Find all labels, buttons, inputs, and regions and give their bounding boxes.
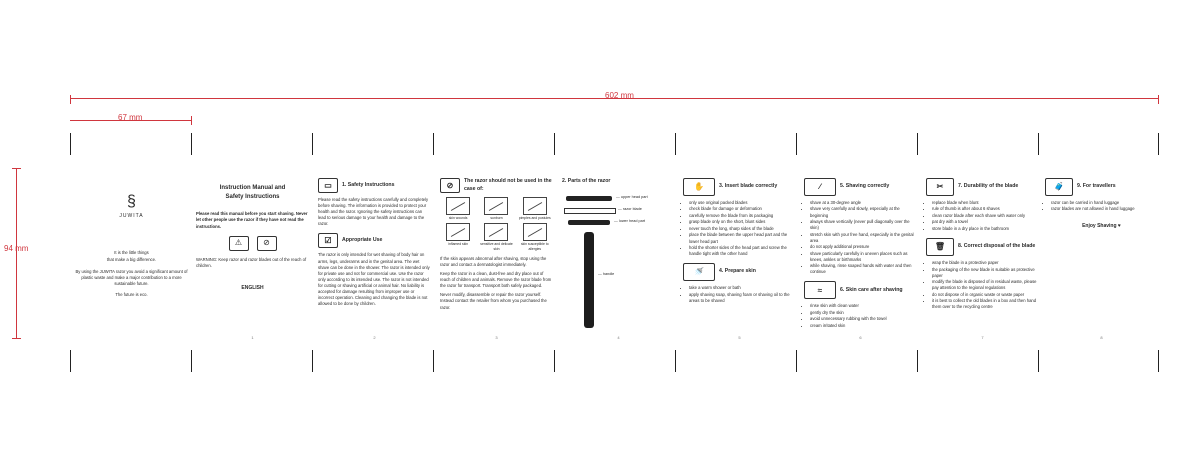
- list-item: • rule of thumb is after about 6 shaves: [932, 206, 1039, 212]
- list-item: • shave at a 30-degree angle: [810, 200, 917, 206]
- list-item: • modify the blade is disposed of in residual waste, please pay attention to the regional regulations: [932, 279, 1039, 291]
- list-item: • carefully remove the blade from its packaging: [689, 213, 796, 219]
- shaving-icon: ∕: [804, 178, 836, 196]
- list-item: • shave particularly carefully in uneven places such as knees, ankles or birthmarks: [810, 251, 917, 263]
- future-text: The future is eco.: [115, 291, 148, 297]
- tagline-1: It is the little things: [114, 250, 149, 256]
- page-number: 8: [1100, 335, 1103, 341]
- list-item: • place the blade between the upper head part and the lower head part: [689, 232, 796, 244]
- page-number: 6: [859, 335, 862, 341]
- insert-title: 3. Insert blade correctly: [719, 183, 778, 190]
- prepare-title: 4. Prepare skin: [719, 268, 756, 275]
- panel-travel: [1045, 178, 1158, 343]
- case-allergies: skin susceptible to allergies: [517, 223, 553, 252]
- list-item: • store blade in a dry place in the bathroom: [932, 226, 1039, 232]
- storage-text: Keep the razor in a clean, dust-free and dry place out of reach of children and animals. Remove the razor blade from the razor for transport. Transport both safely packaged.: [440, 271, 552, 289]
- skin-care-icon: ≈: [804, 281, 836, 299]
- list-item: • grasp blade only on the short, blunt sides: [689, 219, 796, 225]
- panel-parts: [562, 178, 675, 343]
- logo-icon: §: [127, 193, 136, 210]
- fold-mark: [554, 350, 555, 372]
- fold-mark: [70, 133, 71, 155]
- height-label: 94 mm: [4, 244, 29, 253]
- page-number: 3: [495, 335, 498, 341]
- shave-title: 5. Shaving correctly: [840, 183, 890, 190]
- label-handle: — handle: [598, 271, 615, 276]
- safety-title: 1. Safety Instructions: [342, 181, 395, 188]
- label-lower-head: — lower head part: [614, 218, 646, 223]
- page-number: 7: [981, 335, 984, 341]
- fold-mark: [1158, 133, 1159, 155]
- fold-mark: [433, 133, 434, 155]
- lower-head-part: [568, 220, 610, 225]
- dur-title: 7. Durability of the blade: [958, 183, 1019, 190]
- disp-list: [926, 260, 1039, 310]
- list-item: • do not dispose of in organic waste or waste paper: [932, 292, 1039, 298]
- warning-bottom: WARNING: Keep razor and razor blades out of the reach of children.: [196, 256, 307, 268]
- list-item: • always shave vertically (never pull diagonally over the skin): [810, 219, 917, 231]
- panel-safety: [318, 178, 431, 343]
- panel-width-line: [70, 120, 191, 121]
- label-upper-head: — upper head part: [616, 194, 648, 199]
- fold-mark: [191, 350, 192, 372]
- fold-mark: [312, 133, 313, 155]
- parts-title: 2. Parts of the razor: [562, 178, 611, 184]
- disp-title: 8. Correct disposal of the blade: [958, 243, 1036, 250]
- travel-title: 9. For travellers: [1077, 183, 1116, 190]
- fold-mark: [70, 350, 71, 372]
- case-sensitive: sensitive and delicate skin: [478, 223, 514, 252]
- panel-cover: [75, 178, 188, 343]
- page-number: 1: [251, 335, 254, 341]
- list-item: • stretch skin with your free hand, especially in the genital area: [810, 232, 917, 244]
- fold-mark: [1038, 350, 1039, 372]
- luggage-icon: 🧳: [1045, 178, 1073, 196]
- page-number: 4: [617, 335, 620, 341]
- disposal-icon: 🗑: [926, 238, 954, 256]
- list-item: • only use original packed blades: [689, 200, 796, 206]
- list-item: • hold the shorter sides of the head part and screw the handle tight with the other hand: [689, 245, 796, 257]
- list-item: • it is best to collect the old blades in a box and then hand them over to the recycling centre: [932, 298, 1039, 310]
- list-item: • pat dry with a towel: [932, 219, 1039, 225]
- page-number: 5: [738, 335, 741, 341]
- panel-contraindications: [440, 178, 553, 343]
- fold-mark: [312, 350, 313, 372]
- shower-icon: 🚿: [683, 263, 715, 281]
- list-item: • the packaging of the new blade is suitable as protective paper: [932, 267, 1039, 279]
- prohibited-icon: ⊘: [440, 178, 460, 193]
- fold-mark: [1158, 350, 1159, 372]
- cases-title: The razor should not be used in the case of:: [464, 178, 552, 192]
- razor-blade: [564, 208, 616, 214]
- repair-text: Never modify, disassemble or repair the razor yourself. Instead contact the retailer from whom you purchased the razor.: [440, 292, 547, 310]
- list-item: • replace blade when blunt: [932, 200, 1039, 206]
- panel-title: [196, 178, 309, 343]
- intro-text: By using the JUWITA razor you avoid a significant amount of plastic waste and make a major contribution to a more sustainable future.: [75, 268, 188, 286]
- fold-mark: [191, 133, 192, 155]
- use-title: Appropriate Use: [342, 237, 383, 244]
- fold-mark: [796, 350, 797, 372]
- warning-top: Please read this manual before you start shaving. Never let other people use the razor if they have not read the instructions.: [196, 211, 308, 229]
- insert-blade-icon: ✋: [683, 178, 715, 196]
- fold-mark: [554, 133, 555, 155]
- shave-list: [804, 200, 917, 275]
- fold-mark: [675, 350, 676, 372]
- panel-width-label: 67 mm: [118, 113, 143, 122]
- case-inflamed: inflamed skin: [440, 223, 476, 252]
- panel-insert: [683, 178, 796, 343]
- language-label: ENGLISH: [241, 284, 264, 291]
- page-number: 2: [373, 335, 376, 341]
- use-text: The razor is only intended for wet shaving of body hair on arms, legs, underarms and in the genital area. The wet shave can be done in the shower. The razor is intended only for private use and not for commercial use. Use the razor only according to its intended use. The razor is not intended for cutting or shaving artificial or animal hair. No liability is accepted for damage resulting from improper use or incorrect operation. Cleaning and changing the blade is not allowed to be done by children.: [318, 252, 430, 307]
- tagline-2: that make a big difference.: [106, 256, 157, 262]
- list-item: • clean razor blade after each shave with water only: [932, 213, 1039, 219]
- list-item: • apply shaving soap, shaving foam or shaving oil to the areas to be shaved: [689, 292, 796, 304]
- fold-mark: [675, 133, 676, 155]
- list-item: • take a warm shower or bath: [689, 285, 796, 291]
- list-item: • rinse skin with clean water: [810, 303, 917, 309]
- fold-mark: [917, 133, 918, 155]
- label-razor-blade: — razor blade: [618, 206, 642, 211]
- list-item: • shave very carefully and slowly, especially at the beginning: [810, 206, 917, 218]
- list-item: • never touch the long, sharp sides of the blade: [689, 226, 796, 232]
- list-item: • while shaving, rinse soaped hands with water and then continue: [810, 263, 917, 275]
- case-skin-wounds: skin wounds: [440, 197, 476, 221]
- travel-list: [1045, 200, 1158, 213]
- care-title: 6. Skin care after shaving: [840, 286, 903, 293]
- dur-list: [926, 200, 1039, 232]
- case-pimples: pimples and pustules: [517, 197, 553, 221]
- enjoy-text: Enjoy Shaving ♥: [1082, 222, 1121, 229]
- list-item: • razor can be carried in hand luggage: [1051, 200, 1158, 206]
- list-item: • do not apply additional pressure: [810, 244, 917, 250]
- warning-icon: ⚠: [229, 236, 249, 251]
- book-icon: ▭: [318, 178, 338, 193]
- checklist-icon: ☑: [318, 233, 338, 248]
- total-width-label: 602 mm: [605, 91, 634, 100]
- total-width-line: [70, 98, 1158, 99]
- fold-mark: [1038, 133, 1039, 155]
- fold-mark: [917, 350, 918, 372]
- list-item: • wrap the blade in a protective paper: [932, 260, 1039, 266]
- no-children-icon: ⊘: [257, 236, 277, 251]
- blade-durability-icon: ✂: [926, 178, 954, 196]
- insert-list: [683, 200, 796, 257]
- panel-shaving: [804, 178, 917, 343]
- list-item: • check blade for damage or deformation: [689, 206, 796, 212]
- upper-head-part: [566, 196, 612, 201]
- list-item: • cream irritated skin: [810, 323, 917, 329]
- height-line: [16, 168, 17, 338]
- panel-durability: [926, 178, 1039, 343]
- care-list: [804, 303, 917, 329]
- prepare-list: [683, 285, 796, 304]
- fold-mark: [433, 350, 434, 372]
- fold-mark: [796, 133, 797, 155]
- case-sunburn: sunburn: [478, 197, 514, 221]
- list-item: • avoid unnecessary rubbing with the towel: [810, 316, 917, 322]
- handle: [584, 232, 594, 328]
- safety-text: Please read the safety instructions carefully and completely before shaving. The information is provided to protect your health and the razor. Ignoring the safety instructions can lead to serious damage to your health and damage to the razor.: [318, 197, 429, 227]
- list-item: • razor blades are not allowed in hand luggage: [1051, 206, 1158, 212]
- brand-name: JUWITA: [119, 213, 144, 220]
- abnormal-text: If the skin appears abnormal after shaving, stop using the razor and contact a dermatologist immediately.: [440, 255, 547, 267]
- manual-title: Instruction Manual and Safety Instructions: [219, 185, 286, 200]
- list-item: • gently dry the skin: [810, 310, 917, 316]
